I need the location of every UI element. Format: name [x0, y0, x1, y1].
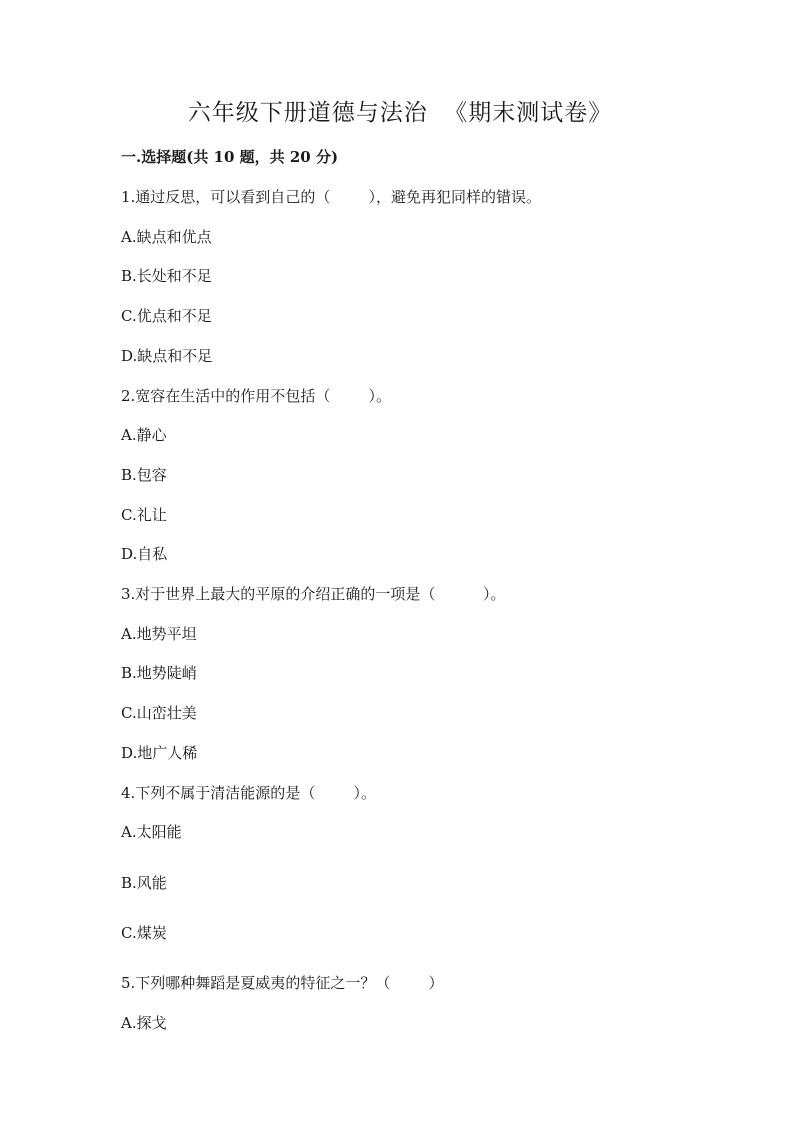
question-1-stem: 1.通过反思，可以看到自己的（ ），避免再犯同样的错误。 — [121, 188, 541, 206]
question-1-option-d: D.缺点和不足 — [121, 347, 213, 365]
question-2-option-b: B.包容 — [121, 466, 167, 484]
exam-title: 六年级下册道德与法治 《期末测试卷》 — [187, 100, 613, 126]
question-2-stem: 2.宽容在生活中的作用不包括（ ）。 — [121, 387, 391, 405]
question-1-option-a: A.缺点和优点 — [121, 228, 212, 246]
question-3-stem: 3.对于世界上最大的平原的介绍正确的一项是（ ）。 — [121, 585, 506, 603]
question-3-option-d: D.地广人稀 — [121, 744, 198, 762]
question-5-option-a: A.探戈 — [121, 1014, 167, 1032]
question-4-stem: 4.下列不属于清洁能源的是（ ）。 — [121, 784, 376, 802]
question-4-option-b: B.风能 — [121, 874, 167, 892]
question-4-option-a: A.太阳能 — [121, 823, 182, 841]
question-2-option-c: C.礼让 — [121, 506, 167, 524]
question-4-option-c: C.煤炭 — [121, 924, 167, 942]
question-2-option-d: D.自私 — [121, 545, 168, 563]
question-3-option-b: B.地势陡峭 — [121, 664, 197, 682]
question-5-stem: 5.下列哪种舞蹈是夏威夷的特征之一？（ ） — [121, 974, 444, 992]
question-2-option-a: A.静心 — [121, 426, 167, 444]
question-1-option-c: C.优点和不足 — [121, 307, 212, 325]
section-heading: 一.选择题(共 10 题，共 20 分) — [121, 148, 339, 166]
question-3-option-a: A.地势平坦 — [121, 625, 197, 643]
question-3-option-c: C.山峦壮美 — [121, 704, 197, 722]
question-1-option-b: B.长处和不足 — [121, 267, 212, 285]
